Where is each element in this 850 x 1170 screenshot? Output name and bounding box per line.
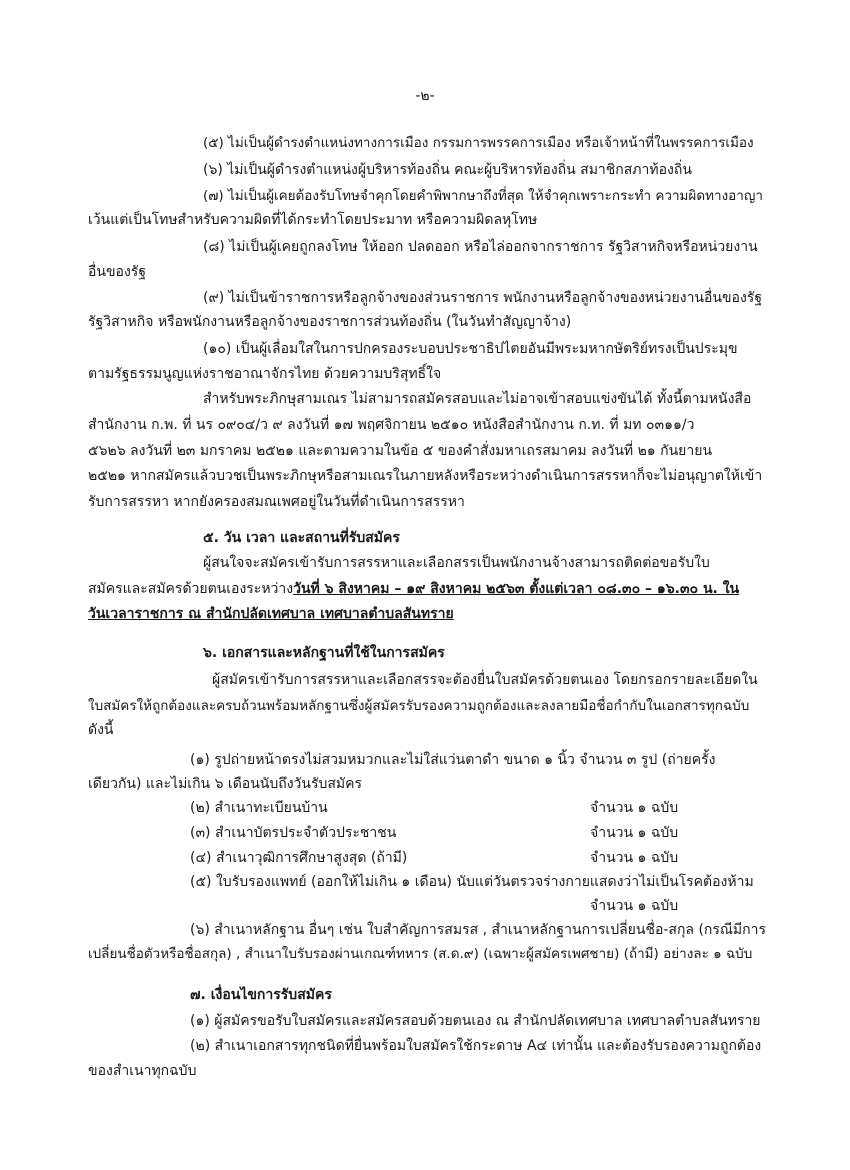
qualification-10-line-1: (๑๐) เป็นผู้เลื่อมใสในการปกครองระบอบประชาธิปไตยอันมีพระมหากษัตริย์ทรงเป็นประมุข bbox=[203, 341, 738, 357]
monk-note-line-2: สำนักงาน ก.พ. ที่ นร ๐๙๐๔/ว ๙ ลงวันที่ ๑๗ พฤศจิกายน ๒๕๑๐ หนังสือสำนักงาน ก.ท. ที่ มท ๐๓๑๑/ว bbox=[88, 417, 695, 433]
condition-2-line-1: (๒) สำเนาเอกสารทุกชนิดที่ยื่นพร้อมใบสมัครใช้กระดาษ A๔ เท่านั้น และต้องรับรองความถูกต้อง bbox=[190, 1038, 762, 1054]
document-4: (๔) สำเนาวุฒิการศึกษาสูงสุด (ถ้ามี) bbox=[190, 850, 408, 866]
document-4-qty: จำนวน ๑ ฉบับ bbox=[590, 850, 679, 866]
document-1-line-1: (๑) รูปถ่ายหน้าตรงไม่สวมหมวกและไม่ใส่แว่นตาดำ ขนาด ๑ นิ้ว จำนวน ๓ รูป (ถ่ายครั้ง bbox=[190, 752, 716, 768]
document-6-line-2: เปลี่ยนชื่อตัวหรือชื่อสกุล) , สำเนาใบรับรองผ่านเกณฑ์ทหาร (ส.ด.๙) (เฉพาะผู้สมัครเพศชาย) (ถ้ามี) อย่างละ ๑ ฉบับ bbox=[88, 946, 753, 962]
section-5-line-2 bbox=[88, 579, 739, 599]
section-6-heading: ๖. เอกสารและหลักฐานที่ใช้ในการสมัคร bbox=[203, 645, 445, 661]
qualification-10-line-2: ตามรัฐธรรมนูญแห่งราชอาณาจักรไทย ด้วยความบริสุทธิ์ใจ bbox=[88, 366, 442, 382]
section-6-line-3: ดังนี้ bbox=[88, 722, 114, 738]
qualification-5: (๕) ไม่เป็นผู้ดำรงตำแหน่งทางการเมือง กรรมการพรรคการเมือง หรือเจ้าหน้าที่ในพรรคการเมือง bbox=[203, 135, 754, 151]
monk-note-line-5: รับการสรรหา หากยังครองสมณเพศอยู่ในวันที่ดำเนินการสรรหา bbox=[88, 494, 465, 510]
page-number: -๒- bbox=[415, 88, 435, 104]
document-3: (๓) สำเนาบัตรประจำตัวประชาชน bbox=[190, 825, 397, 841]
section-6-line-2: ใบสมัครให้ถูกต้องและครบถ้วนพร้อมหลักฐานซึ่งผู้สมัครรับรองความถูกต้องและลงลายมือชื่อกำกับในเอกสารทุกฉบับ bbox=[88, 698, 750, 714]
section-6-line-1: ผู้สมัครเข้ารับการสรรหาและเลือกสรรจะต้องยื่นใบสมัครด้วยตนเอง โดยกรอกรายละเอียดใน bbox=[212, 672, 758, 688]
condition-1: (๑) ผู้สมัครขอรับใบสมัครและสมัครสอบด้วยตนเอง ณ สำนักปลัดเทศบาล เทศบาลตำบลสันทราย bbox=[190, 1013, 761, 1029]
monk-note-line-1: สำหรับพระภิกษุสามเณร ไม่สามารถสมัครสอบและไม่อาจเข้าสอบแข่งขันได้ ทั้งนี้ตามหนังสือ bbox=[203, 391, 752, 407]
qualification-9-line-2: รัฐวิสาหกิจ หรือพนักงานหรือลูกจ้างของราชการส่วนท้องถิ่น (ในวันทำสัญญาจ้าง) bbox=[88, 314, 572, 330]
section-5-line-1: ผู้สนใจจะสมัครเข้ารับการสรรหาและเลือกสรรเป็นพนักงานจ้างสามารถติดต่อขอรับใบ bbox=[203, 555, 710, 571]
document-5-qty: จำนวน ๑ ฉบับ bbox=[590, 898, 679, 914]
condition-2-line-2: ของสำเนาทุกฉบับ bbox=[88, 1063, 197, 1079]
section-5-line-2-text: สมัครและสมัครด้วยตนเองระหว่าง bbox=[88, 581, 294, 597]
document-1-line-2: เดียวกัน) และไม่เกิน ๖ เดือนนับถึงวันรับสมัคร bbox=[88, 776, 363, 792]
document-6-line-1: (๖) สำเนาหลักฐาน อื่นๆ เช่น ใบสำคัญการสมรส , สำเนาหลักฐานการเปลี่ยนชื่อ-สกุล (กรณีมีการ bbox=[190, 922, 766, 938]
monk-note-line-4: ๒๕๒๑ หากสมัครแล้วบวชเป็นพระภิกษุหรือสามเณรในภายหลังหรือระหว่างดำเนินการสรรหาก็จะไม่อนุญาตให้เข้า bbox=[88, 468, 763, 484]
qualification-7-line-2: เว้นแต่เป็นโทษสำหรับความผิดที่ได้กระทำโดยประมาท หรือความผิดลหุโทษ bbox=[88, 212, 538, 228]
qualification-8-line-2: อื่นของรัฐ bbox=[88, 264, 147, 280]
document-3-qty: จำนวน ๑ ฉบับ bbox=[590, 825, 679, 841]
qualification-6: (๖) ไม่เป็นผู้ดำรงตำแหน่งผู้บริหารท้องถิ่น คณะผู้บริหารท้องถิ่น สมาชิกสภาท้องถิ่น bbox=[203, 162, 692, 178]
application-period: วันที่ ๖ สิงหาคม – ๑๙ สิงหาคม ๒๕๖๓ ตั้งแต่เวลา ๐๘.๓๐ – ๑๖.๓๐ น. ใน bbox=[293, 581, 740, 597]
document-2-qty: จำนวน ๑ ฉบับ bbox=[590, 800, 679, 816]
qualification-7-line-1: (๗) ไม่เป็นผู้เคยต้องรับโทษจำคุกโดยคำพิพากษาถึงที่สุด ให้จำคุกเพราะกระทำ ความผิดทางอาญา bbox=[203, 188, 763, 204]
qualification-9-line-1: (๙) ไม่เป็นข้าราชการหรือลูกจ้างของส่วนราชการ พนักงานหรือลูกจ้างของหน่วยงานอื่นของรัฐ bbox=[203, 290, 763, 306]
qualification-8-line-1: (๘) ไม่เป็นผู้เคยถูกลงโทษ ให้ออก ปลดออก หรือไล่ออกจากราชการ รัฐวิสาหกิจหรือหน่วยงาน bbox=[203, 239, 758, 255]
document-5: (๕) ใบรับรองแพทย์ (ออกให้ไม่เกิน ๑ เดือน) นับแต่วันตรวจร่างกายแสดงว่าไม่เป็นโรคต้องห้าม bbox=[190, 874, 754, 890]
monk-note-line-3: ๕๖๒๖ ลงวันที่ ๒๓ มกราคม ๒๕๒๑ และตามความในข้อ ๕ ของคำสั่งมหาเถรสมาคม ลงวันที่ ๒๑ กันยายน bbox=[88, 443, 713, 459]
document-2: (๒) สำเนาทะเบียนบ้าน bbox=[190, 800, 328, 816]
application-place: วันเวลาราชการ ณ สำนักปลัดเทศบาล เทศบาลตำบลสันทราย bbox=[88, 606, 454, 622]
section-7-heading: ๗. เงื่อนไขการรับสมัคร bbox=[190, 987, 332, 1003]
section-5-heading: ๕. วัน เวลา และสถานที่รับสมัคร bbox=[203, 530, 400, 546]
